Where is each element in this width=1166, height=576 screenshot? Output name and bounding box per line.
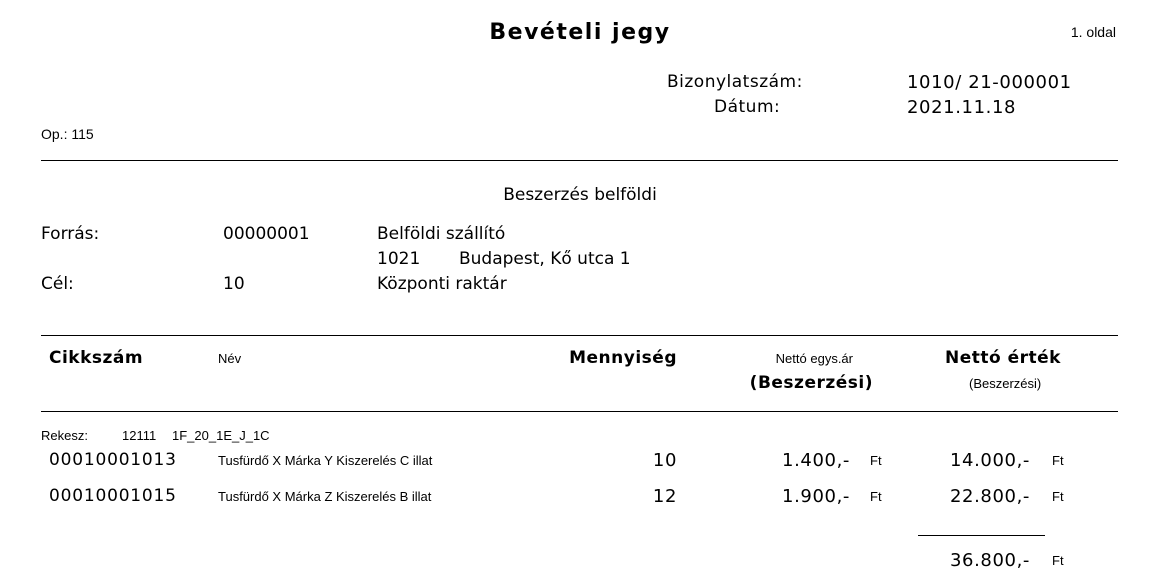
row-net-value-currency: Ft xyxy=(1052,489,1064,504)
row-name: Tusfürdő X Márka Y Kiszerelés C illat xyxy=(218,453,433,468)
doc-number-label: Bizonylatszám: xyxy=(667,72,803,92)
row-net-value: 22.800,- xyxy=(950,486,1030,507)
header-code: Cikkszám xyxy=(49,348,144,368)
box-label: Rekesz: xyxy=(41,428,88,443)
header-net-value-sub: (Beszerzési) xyxy=(969,376,1042,391)
document-subtitle: Beszerzés belföldi xyxy=(503,185,657,205)
date-label: Dátum: xyxy=(714,97,781,117)
header-divider xyxy=(41,160,1118,161)
box-location: 1F_20_1E_J_1C xyxy=(172,428,270,443)
row-name: Tusfürdő X Márka Z Kiszerelés B illat xyxy=(218,489,432,504)
total-net-value: 36.800,- xyxy=(950,550,1030,571)
table-top-divider xyxy=(41,335,1118,336)
row-unit-price-currency: Ft xyxy=(870,489,882,504)
header-quantity: Mennyiség xyxy=(569,348,677,368)
target-label: Cél: xyxy=(41,274,74,294)
date-value: 2021.11.18 xyxy=(907,97,1017,118)
source-code: 00000001 xyxy=(223,224,310,244)
row-net-value-currency: Ft xyxy=(1052,453,1064,468)
box-code: 12111 xyxy=(122,428,157,443)
row-code: 00010001013 xyxy=(49,450,177,470)
table-header-divider xyxy=(41,411,1118,412)
target-name: Központi raktár xyxy=(377,274,507,294)
total-currency: Ft xyxy=(1052,553,1064,568)
operator-label: Op.: 115 xyxy=(41,126,94,142)
source-zip: 1021 xyxy=(377,249,421,269)
source-name: Belföldi szállító xyxy=(377,224,506,244)
row-code: 00010001015 xyxy=(49,486,177,506)
source-label: Forrás: xyxy=(41,224,100,244)
total-underline xyxy=(918,535,1045,536)
header-name: Név xyxy=(218,351,242,366)
row-net-value: 14.000,- xyxy=(950,450,1030,471)
document-title: Bevételi jegy xyxy=(489,20,671,45)
row-unit-price: 1.900,- xyxy=(782,486,850,507)
header-unit-price-sub: (Beszerzési) xyxy=(749,373,873,393)
row-unit-price: 1.400,- xyxy=(782,450,850,471)
row-quantity: 12 xyxy=(652,486,677,507)
header-net-value: Nettó érték xyxy=(945,348,1061,368)
target-code: 10 xyxy=(223,274,245,294)
doc-number-value: 1010/ 21-000001 xyxy=(907,72,1072,93)
header-unit-price: Nettó egys.ár xyxy=(775,351,853,366)
row-quantity: 10 xyxy=(652,450,677,471)
page-number: 1. oldal xyxy=(1070,24,1116,40)
source-address: Budapest, Kő utca 1 xyxy=(459,249,631,269)
row-unit-price-currency: Ft xyxy=(870,453,882,468)
